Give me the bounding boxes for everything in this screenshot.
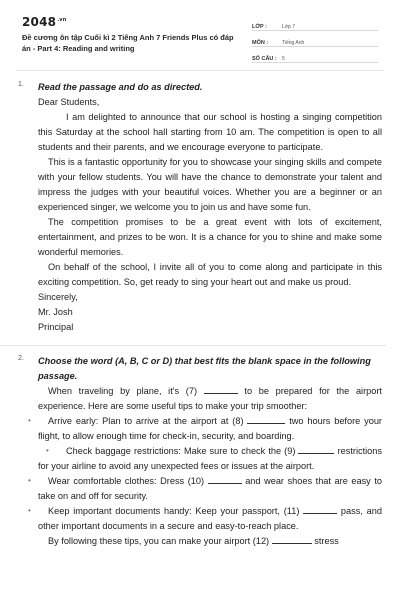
site-logo[interactable] bbox=[22, 15, 67, 29]
passage-text: When traveling by plane, it's (7) bbox=[48, 386, 198, 396]
passage-text: Wear comfortable clothes: Dress (10) bbox=[48, 476, 205, 486]
document-title: Đề cương ôn tập Cuối kì 2 Tiếng Anh 7 Friends Plus có đáp án - Part 4: Reading and writing bbox=[22, 33, 234, 53]
letter-signature-name: Mr. Josh bbox=[38, 307, 73, 317]
question-divider bbox=[0, 345, 386, 346]
passage-text: By following these tips, you can make your airport (12) bbox=[48, 536, 270, 546]
question-2 bbox=[18, 354, 382, 549]
tip-item bbox=[28, 414, 382, 444]
passage-line bbox=[38, 384, 382, 414]
passage-text: two hours before your flight, to allow enough time for check-in, security, and boarding. bbox=[38, 416, 382, 441]
meta-key: SỐ CÂU : bbox=[252, 56, 277, 62]
passage-text: Check baggage restrictions: Make sure to check the (9) bbox=[66, 446, 296, 456]
meta-count-row bbox=[252, 48, 378, 63]
bullet-icon: • bbox=[28, 416, 31, 425]
meta-subject-row bbox=[252, 32, 378, 47]
passage-text: and wear shoes that are easy to take on and off for security. bbox=[38, 476, 382, 501]
logo-text: 2048 bbox=[22, 15, 57, 29]
letter-greeting: Dear Students, bbox=[38, 97, 100, 107]
question-number: 1. bbox=[18, 81, 24, 88]
meta-panel bbox=[252, 16, 378, 64]
letter-signature-role: Principal bbox=[38, 322, 74, 332]
passage-text: Arrive early: Plan to arrive at the airport at (8) bbox=[48, 416, 244, 426]
letter-paragraph: I am delighted to announce that our school is hosting a singing competition this Saturday at the school hall starting from 10 am. The competition is open to all students and their parents, and we encourage everyone to participate. bbox=[38, 112, 382, 152]
passage-line bbox=[38, 534, 382, 549]
tip-item bbox=[38, 444, 382, 474]
blank-8[interactable] bbox=[247, 423, 285, 424]
meta-key: MÔN : bbox=[252, 40, 269, 46]
tip-item bbox=[28, 474, 382, 504]
question-instruction: Choose the word (A, B, C or D) that best fits the blank space in the following passage. bbox=[38, 356, 371, 381]
passage-text: Keep important documents handy: Keep your passport, (11) bbox=[48, 506, 300, 516]
letter-closing: Sincerely, bbox=[38, 292, 78, 302]
passage-text: restrictions for your airline to avoid any unexpected fees or issues at the airport. bbox=[38, 446, 382, 471]
blank-10[interactable] bbox=[208, 483, 242, 484]
meta-key: LỚP : bbox=[252, 24, 267, 30]
blank-9[interactable] bbox=[298, 453, 334, 454]
logo-suffix: .vn bbox=[57, 17, 67, 23]
meta-value: Tiếng Anh bbox=[282, 40, 305, 46]
letter-paragraph: The competition promises to be a great event with lots of excitement, entertainment, and prizes to be won. It is a chance for you to shine and make some wonderful memories. bbox=[38, 217, 382, 257]
header-divider bbox=[16, 70, 384, 71]
question-1 bbox=[18, 80, 382, 335]
question-number: 2. bbox=[18, 355, 24, 362]
document-content bbox=[18, 80, 382, 549]
passage-text: stress bbox=[314, 536, 339, 546]
meta-class-row bbox=[252, 16, 378, 31]
blank-7[interactable] bbox=[204, 393, 238, 394]
bullet-icon: • bbox=[46, 446, 49, 455]
blank-12[interactable] bbox=[272, 543, 312, 544]
letter-paragraph: This is a fantastic opportunity for you to showcase your singing skills and compete with your fellow students. You will have the chance to demonstrate your talent and impress the judges with your beautiful voices. Whether you are a beginner or an experienced singer, we welcome you to join us and have some fun. bbox=[38, 157, 382, 212]
letter-paragraph: On behalf of the school, I invite all of you to come along and participate in this exciting competition. So, get ready to sing your heart out and make us proud. bbox=[38, 262, 382, 287]
blank-11[interactable] bbox=[303, 513, 337, 514]
bullet-icon: • bbox=[28, 506, 31, 515]
meta-value: Lớp 7 bbox=[282, 24, 296, 30]
page-header bbox=[0, 0, 400, 66]
passage-text: to be prepared for the airport experience. Here are some useful tips to make your trip smoother: bbox=[38, 386, 382, 411]
question-instruction: Read the passage and do as directed. bbox=[38, 82, 203, 92]
meta-value: 5 bbox=[282, 56, 285, 62]
tip-item bbox=[28, 504, 382, 534]
bullet-icon: • bbox=[28, 476, 31, 485]
passage-text: pass, and other important documents in a secure and easy-to-reach place. bbox=[38, 506, 382, 531]
